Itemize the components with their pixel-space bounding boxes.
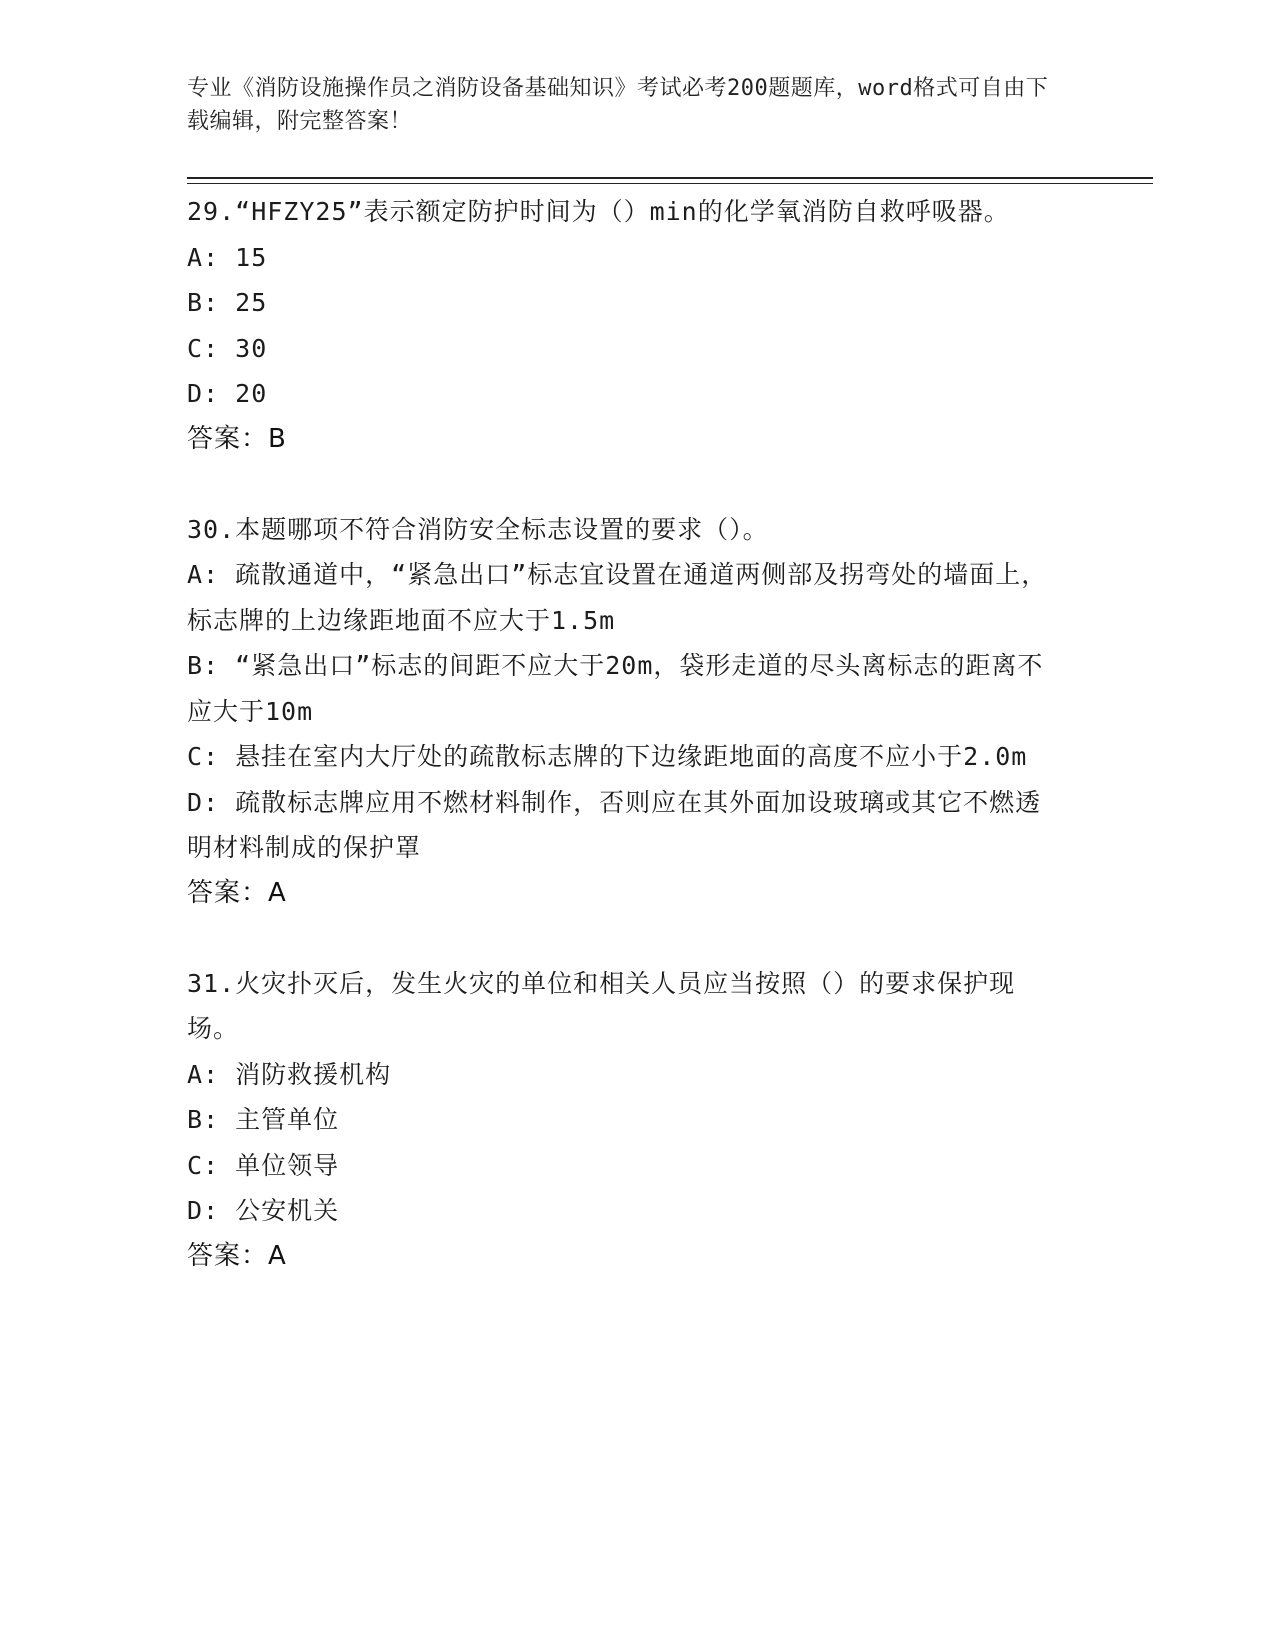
answer: 答案：A [187,1240,287,1271]
question-31 [187,961,1067,1279]
option-c: C: 悬挂在室内大厅处的疏散标志牌的下边缘距地面的高度不应小于2.0m [187,742,1028,771]
question-stem: 30.本题哪项不符合消防安全标志设置的要求（）。 [187,514,769,544]
option-a: A: 消防救援机构 [187,1059,392,1089]
option-c: C: 30 [187,333,268,363]
option-b: B: “紧急出口”标志的间距不应大于20m，袋形走道的尽头离标志的距离不应大于10m [187,651,1044,726]
option-c: C: 单位领导 [187,1150,340,1180]
answer: 答案：A [187,877,287,908]
header-divider-thin [187,183,1153,184]
question-29 [187,189,1067,462]
option-d: D: 20 [187,379,268,408]
question-stem: 31.火灾扑灭后，发生火灾的单位和相关人员应当按照（）的要求保护现场。 [187,968,1016,1043]
option-d: D: 疏散标志牌应用不燃材料制作，否则应在其外面加设玻璃或其它不燃透明材料制成的保护罩 [187,787,1042,862]
answer: 答案：B [187,423,287,454]
option-a: A: 15 [187,242,268,272]
question-list [187,189,1067,1324]
question-stem: 29.“HFZY25”表示额定防护时间为（）min的化学氧消防自救呼吸器。 [187,197,1010,226]
option-d: D: 公安机关 [187,1196,340,1225]
document-intro: 专业《消防设施操作员之消防设备基础知识》考试必考200题题库，word格式可自由下载编辑，附完整答案！ [187,76,1049,134]
question-30 [187,507,1067,916]
option-b: B: 主管单位 [187,1105,340,1134]
option-a: A: 疏散通道中，“紧急出口”标志宜设置在通道两侧部及拐弯处的墙面上，标志牌的上边缘距地面不应大于1.5m [187,560,1048,635]
option-b: B: 25 [187,288,268,317]
header-divider-thick [187,177,1153,179]
